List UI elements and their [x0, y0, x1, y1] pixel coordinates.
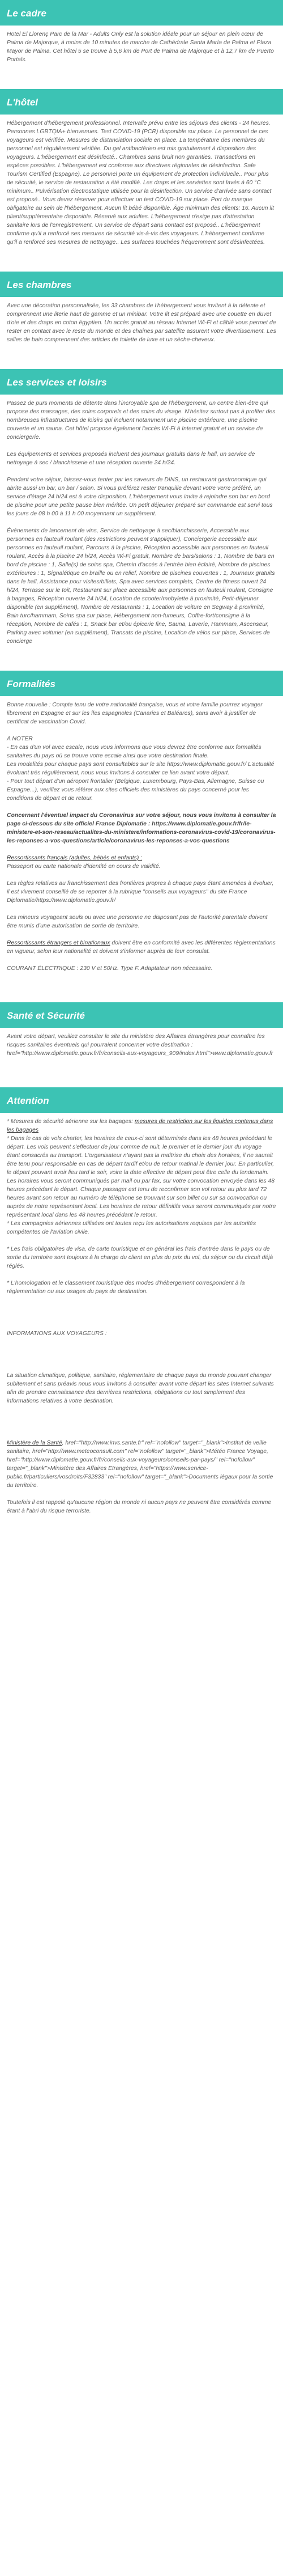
section-body-hotel — [0, 115, 283, 255]
formalites-foreign-nationals — [7, 939, 276, 956]
section-body-sante — [0, 1028, 283, 1066]
note-line: * Dans le cas de vols charter, les horaires de ceux-ci sont déterminés dans les 48 heures précédant le départ. Les vols peuvent s'effectuer de jour comme de nuit, le premier et le dernier jour du voyage étant consacrés au transport. L'organisateur n'ayant pas la maîtrise du choix des horaires, il ne saurait être tenu pour responsable en cas de départ tardif et/ou de retour matinal le dernier jour. En particulier, le départ pouvant avoir lieu tard le soir, voire la date effective de départ peut être celle du lendemain. Les horaires vous seront communiqués par mail ou par fax, sur votre convocation envoyée dans les 48 heures précédant le départ. Chaque passager est tenu de reconfirmer son vol retour au plus tard 72 heures avant son retour au numéro de téléphone se trouvant sur son billet ou sur sa convocation ou auprès de notre représentant local. Les horaires de retour définitifs vous seront communiqués par notre représentant local dans les 48 heures précédant le retour. — [7, 1136, 276, 1218]
note-line: , href="http://www.invs.sante.fr" rel="nofollow" target="_blank">Institut de veille sanitaire, href="http://www.meteoconsult.com" rel="nofollow" target="_blank">Météo France Voyage, href="http://www.diplomatie.gouv.fr/fr/conseils-aux-voyageurs/conseils-par-pays/" rel="nofollow" target="_blank">Ministère des Affaires Etrangères, href="https://www.service-public.fr/particuliers/vosdroits/F32833" rel="nofollow" target="_blank">Documents légaux pour la sortie du territoire. — [7, 1440, 273, 1489]
cadre-text: Hotel El Llorenç Parc de la Mar - Adults Only est la solution idéale pour un séjour en plein cœur de Palma de Majorque, à moins de 10 minutes de marche de Cathédrale Santa María de Palma et Plaza Mayor de Palma. Cet hôtel 5 se trouve à 5,6 km de Port de Palma de Majorque et à 12,7 km de Puerto Portals. — [7, 31, 274, 63]
services-equipment-list: Événements de lancement de vins, Service de nettoyage à sec/blanchisserie, Accessible aux personnes en fauteuil roulant (des restrictions peuvent s'appliquer), Conciergerie accessible aux personnes en fauteuil roulant, Parcours à la piscine, Réception accessible aux personnes en fauteuil roulant, Accès à la piscine 24 h/24, Accès Wi-Fi gratuit, Nombre de bars/salons : 1, Nombre de bars en bord de piscine : 1, Salle(s) de soins spa, Chemin d'accès à l'entrée bien éclairé, Nombre de piscines extérieures : 1, Signalétique en braille ou en relief, Nombre de piscines couvertes : 1, Journaux gratuits dans le hall, Assistance pour visites/billets, Spa avec services complets, Centre de fitness ouvert 24 h/24, Terrasse sur le toit, Restaurant sur place accessible aux personnes en fauteuil roulant, Consigne à bagages, Réception ouverte 24 h/24, Location de scooter/mobylette à proximité, Petit-déjeuner disponible (en supplément), Nombre de restaurants : 1, Location de voiture en Segway à proximité, Bain turc/hammam, Soins spa sur place, Hébergement non-fumeurs, Coffre-fort/consigne à la réception, Nombre de cafés : 1, Snack bar et/ou épicerie fine, Sauna, Laverie, Hammam, Ascenseur, Parking avec voiturier (en supplément), Transats de piscine, Location de vélos sur place, Services de concierge — [7, 528, 275, 645]
section-body-cadre — [0, 26, 283, 72]
electric-current: COURANT ÉLECTRIQUE : 230 V et 50Hz. Type F. Adaptateur non nécessaire. — [7, 965, 213, 972]
formalites-paragraph: Les mineurs voyageant seuls ou avec une personne ne disposant pas de l'autorité parentale doivent être munis d'une autorisation de sortie de territoire. — [7, 914, 268, 929]
formalites-paragraph: Bonne nouvelle : Compte tenu de votre nationalité française, vous et votre famille pourrez voyager librement en Espagne et sur les îles espagnoles (Canaries et Baléares), sans avoir à justifier de certificat de vaccination Covid. — [7, 702, 263, 725]
attention-flights — [7, 1117, 276, 1236]
section-heading-attention — [0, 1087, 283, 1113]
section-formalites — [0, 671, 283, 981]
services-paragraph: Les équipements et services proposés incluent des journaux gratuits dans le hall, un service de nettoyage à sec / blanchisserie et une réception ouverte 24 h/24. — [7, 451, 255, 466]
note-line: doivent être en conformité avec les différentes règlementations en vigueur, selon leur nationalité et doivent s'informer auprès de leur consulat. — [7, 940, 276, 955]
section-heading-chambres — [0, 272, 283, 297]
note-line: - Pour tout départ d'un aéroport frontalier (Belgique, Luxembourg, Pays-Bas, Allemagne, Suisse ou Espagne...), veuillez vous référer aux sites officiels des ministères du pays concerné pour les conditions de départ et de retour. — [7, 778, 264, 802]
hotel-text: Hébergement d'hébergement professionnel. Intervalle prévu entre les séjours des clients - 24 heures. Personnes LGBTQIA+ bienvenues. Test COVID-19 (PCR) disponible sur place. Le personnel de ces voyageurs est vérifiée. Mesures de distanciation sociale en place. La température des membres du personnel est régulièrement vérifiée. Du gel antibactérien est mis gratuitement à disposition des voyageurs. L'hébergement est désinfecté.. Chambres sans bruit non garanties. Transactions en espèces possibles. L'hébergement est conforme aux directives régionales de désinfection. Safe Tourism Certified (Espagne). Le personnel porte un équipement de protection individuelle.. Pour plus de sécurité, le service de restauration a été modifié. Les draps et les serviettes sont lavés à 60 °C minimum.. Pulvérisation électrostatique utilisée pour la désinfection. Un service d'arrivée sans contact est proposé.. Vous devez réserver pour effectuer un test COVID-19 sur place. Port du masque obligatoire au sein de l'hébergement. Aucun lit bébé disponible. Âge minimum des clients: 16. Aucun lit pliant/supplémentaire disponible. Réservé aux adultes. L'hébergement n'exige pas d'attestation sanitaire lors de l'enregistrement. Un service de départ sans contact est proposé.. L'hébergement confirme qu'il a renforcé ses mesures de sécurité vis-à-vis des voyageurs. L'hébergement confirme qu'il a renforcé ses mesures de nettoyage.. Les surfaces touchées fréquemment sont désinfectées. — [7, 120, 274, 245]
section-heading-sante — [0, 1002, 283, 1028]
heading-text: Les services et loisirs — [7, 377, 107, 388]
attention-paragraph: La situation climatique, politique, sanitaire, réglementaire de chaque pays du monde pouvant changer subitement et sans préavis nous vous invitons à consulter avant votre départ les sites Internet suivants afin de prendre connaissance des dernières restrictions, obligations ou tout simplement des informations relatives à votre destination. — [7, 1372, 274, 1404]
heading-text: L'hôtel — [7, 97, 38, 108]
services-paragraph: Pendant votre séjour, laissez-vous tenter par les saveurs de DINS, un restaurant gastronomique qui abrite aussi un bar, un bar / salon. Si vous préférez rester tranquille devant votre verre préféré, un service d'étage 24 h/24 est à votre disposition. L'hébergement vous invite à rejoindre son bar en bord de piscine pour une petite pause bien méritée. Un petit déjeuner préparé sur commande est servi tous les jours de 08 h 00 à 11 h 00 moyennant un supplément. — [7, 477, 273, 517]
foreign-nationals-link[interactable]: Ressortissants étrangers et binationaux — [7, 940, 110, 946]
section-body-services — [0, 395, 283, 654]
section-chambres — [0, 272, 283, 352]
heading-text: Formalités — [7, 679, 55, 689]
note-label: A NOTER — [7, 736, 33, 742]
sante-text: Avant votre départ, veuillez consulter le site du ministère des Affaires étrangères pour connaître les risques sanitaires éventuels qui pourraient concerner votre destination : href="http://www.diplomatie.gouv.fr/fr/conseils-aux-voyageurs_909/index.html">www.diplomatie.gouv.fr — [7, 1033, 273, 1057]
section-hotel — [0, 89, 283, 255]
section-services — [0, 369, 283, 654]
section-heading-cadre — [0, 0, 283, 26]
formalites-paragraph: Les règles relatives au franchissement des frontières propres à chaque pays étant amenées à évoluer, il est vivement conseillé de se reporter à la rubrique "conseils aux voyageurs" du site France Diplomatie/https://www.diplomatie.gouv.fr/ — [7, 880, 274, 904]
services-paragraph: Passez de purs moments de détente dans l'incroyable spa de l'hébergement, un centre bien-être qui propose des massages, des soins corporels et des soins du visage. N'hésitez surtout pas à profiter des nombreuses infrastructures de loisirs qui incluent notamment une piscine extérieure, une piscine couverte et un sauna. Cet hôtel propose également l'accès Wi-Fi à Internet gratuit et un service de conciergerie. — [7, 400, 276, 440]
note-line: * Mesures de sécurité aérienne sur les bagages: — [7, 1118, 135, 1125]
coronavirus-notice: Concernant l'éventuel impact du Coronavirus sur votre séjour, nous vous invitons à consulter la page ci-dessous du site officiel France Diplomatie : https://www.diplomatie.gouv.fr/fr/le-ministere-et-son-reseau/actualites-du-ministere/informations-coronavirus-covid-19/coronavirus-les-reponses-a-vos-questions/article/coronavirus-les-reponses-a-vos-questions — [7, 812, 276, 844]
travellers-info-heading: INFORMATIONS AUX VOYAGEURS : — [7, 1331, 107, 1337]
formalites-note — [7, 735, 276, 803]
attention-paragraph: * Les frais obligatoires de visa, de carte touristique et en général les frais d'entrée dans le pays ou de sortie du territoire sont toujours à la charge du client en plus du prix du vol, du séjour ou du circuit déjà réglés. — [7, 1246, 273, 1269]
chambres-text: Avec une décoration personnalisée, les 33 chambres de l'hébergement vous invitent à la détente et comprennent une literie haut de gamme et un minibar. Votre lit est préparé avec une couette en duvet d'oie et des draps en coton égyptien. Un accès gratuit au réseau Internet Wi-Fi et câblé vous permet de rester en contact avec le reste du monde et des chaînes par satellite assurent votre divertissement. Les salles de bain comprennent des articles de toilette de luxe et un sèche-cheveux. — [7, 303, 276, 343]
heading-text: Attention — [7, 1095, 49, 1106]
terrorism-notice: Toutefois il est rappelé qu'aucune région du monde ni aucun pays ne peuvent être considérés comme étant à l'abri du risque terroriste. — [7, 1499, 272, 1514]
section-attention — [0, 1087, 283, 1523]
liquids-restriction-link[interactable]: mesures de restriction sur les liquides contenus dans les bagages — [7, 1118, 273, 1133]
health-ministry-link[interactable]: Ministère de la Santé — [7, 1440, 62, 1446]
section-sante — [0, 1002, 283, 1066]
attention-paragraph: * L'homologation et le classement touristique des modes d'hébergement correspondent à la réglementation ou aux usages du pays de destination. — [7, 1280, 245, 1295]
section-heading-formalites — [0, 671, 283, 696]
heading-text: Les chambres — [7, 279, 72, 290]
useful-links — [7, 1439, 276, 1490]
section-heading-services — [0, 369, 283, 395]
section-heading-hotel — [0, 89, 283, 115]
note-line: * Les compagnies aériennes utilisées ont toutes reçu les autorisations requises par les autorités compétentes de l'aviation civile. — [7, 1221, 256, 1235]
note-line: Les modalités pour chaque pays sont consultables sur le site https://www.diplomatie.gouv.fr/ L'actualité évoluant très régulièrement, nous vous invitons à consulter ce lien avant votre départ. — [7, 761, 275, 776]
section-body-chambres — [0, 297, 283, 352]
french-nationals-link[interactable]: Ressortissants français (adultes, bébés et enfants) : — [7, 855, 143, 861]
note-line: - En cas d'un vol avec escale, nous vous informons que vous devrez être conforme aux formalités sanitaires du pays où se trouve votre escale ainsi que votre destination finale. — [7, 744, 261, 759]
section-cadre — [0, 0, 283, 72]
heading-text: Santé et Sécurité — [7, 1010, 85, 1021]
section-body-formalites — [0, 696, 283, 981]
heading-text: Le cadre — [7, 8, 46, 19]
section-body-attention — [0, 1113, 283, 1523]
note-line: Passeport ou carte nationale d'identité en cours de validité. — [7, 863, 161, 870]
formalites-french-nationals — [7, 854, 276, 871]
